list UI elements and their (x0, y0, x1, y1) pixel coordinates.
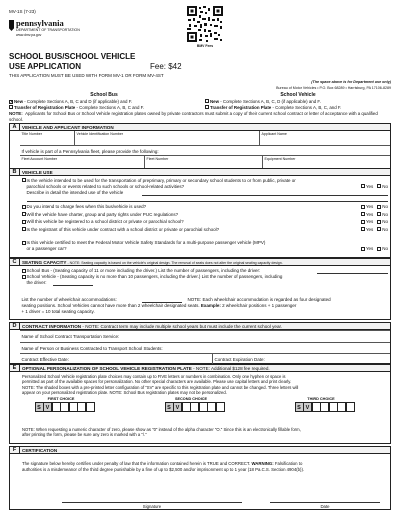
capacity-bus-checkbox[interactable] (22, 269, 26, 273)
expiration-date-field[interactable]: Contract Expiration Date: (214, 357, 265, 362)
section-a: A VEHICLE AND APPLICANT INFORMATION Title Number Vehicle Identification Number Applicant Name If vehicle is part of a Pennsylvania fleet, please provide the following: Fleet Account Number Fleet Number Equipment Number (9, 123, 391, 175)
section-d: D CONTRACT INFORMATION - NOTE: Contract term may include multiple school years but must include the current school year. Name of School Contract Transportation Service: Name of Person or Business Contracted to Transport School Students: Contract Effective Date: Contract Expiration Date: (9, 322, 391, 364)
charter-no-checkbox[interactable] (377, 212, 381, 216)
capacity-vehicle-checkbox[interactable] (22, 275, 26, 279)
bus-transfer-option[interactable]: Transfer of Registration Plate - Complete Sections A, B, C and F. (9, 105, 144, 110)
fleet-number-field[interactable]: Fleet Number (145, 156, 263, 170)
charter-yes-checkbox[interactable] (361, 212, 365, 216)
bus-transfer-checkbox[interactable] (9, 105, 13, 109)
fleet-account-field[interactable]: Fleet Account Number (20, 156, 145, 170)
vehicle-transfer-option[interactable]: Transfer of Registration Plate - Complete Sections A, B, C, and F. (205, 105, 341, 110)
applicant-name-field[interactable]: Applicant Name (261, 132, 287, 136)
question-fees: Do you intend to charge fees when this bus/vehicle is used? Yes No (22, 203, 391, 211)
form-id: MV-1S (7-23) (9, 9, 36, 14)
date-line[interactable] (270, 502, 380, 503)
must-use-notice: THIS APPLICATION MUST BE USED WITH FORM MV-1 OR FORM MV-4ST (9, 73, 164, 78)
section-c: C SEATING CAPACITY - NOTE: Seating capacity is based on the vehicle's original design. The removal of seats does not alter the original seating capacity design. School Bus - (Seating capacity of 11 or more including the driver.) List the number of passengers, including the driver: School Vehicle - (Seating capacity is no more than 10 passengers, including the driver.) List the number of passengers, including the driver: List the number of wheelchair accommodations: NOTE: Each wheelchair accommodation is regarded as four designated seating positions. School Vehicles cannot have more than 2 wheelchair designated seats. Example: 2 wheelchair positions + 1 passenger + 1 driver = 10 total seating capacity. (9, 258, 391, 320)
vin-field[interactable]: Vehicle Identification Number (75, 131, 260, 145)
qr-caption: BMV Fees (196, 44, 214, 48)
form-title-1: SCHOOL BUS/SCHOOL VEHICLE (9, 52, 136, 61)
form-title-2: USE APPLICATION (9, 62, 82, 71)
wheelchair-count[interactable] (142, 302, 182, 303)
title-number-field[interactable]: Title Number (20, 131, 75, 145)
vehicle-transfer-checkbox[interactable] (205, 105, 209, 109)
keystone-logo (9, 20, 14, 31)
department-use-note: (The space above is for Department use only) (311, 80, 391, 84)
qr-code (186, 5, 224, 43)
third-choice-label: THIRD CHOICE (307, 397, 335, 401)
section-f: F CERTIFICATION The signature below hereby certifies under penalty of law that the information contained herein is TRUE and CORRECT. WARNING: Falsification to authorities is a misdemeanor of the third degree punishable by a fine of up to $2,500 and/or imprisonment up to 1 year (18 Pa.C.S. Section 4904(b)). Signature Date (9, 446, 391, 510)
fmvss-yes-checkbox[interactable] (361, 247, 365, 251)
contract-yes-checkbox[interactable] (361, 227, 365, 231)
registered-no-checkbox[interactable] (377, 220, 381, 224)
contractor-note: NOTE: Applicants for School Bus or School Vehicle registration plates owned by private contractors must submit a copy of their current school contract or letter of acceptance with a qualified school. (9, 111, 378, 122)
school-name-field[interactable]: Name of School Contract Transportation Service: (20, 330, 390, 342)
third-choice-plate: S V (295, 402, 355, 412)
question-fmvss: Is this vehicle certified to meet the Federal Motor Vehicle Safety Standards for a multi-purpose passenger vehicle (MPV) (22, 240, 391, 246)
fee-amount: Fee: $42 (150, 62, 182, 71)
second-choice-label: SECOND CHOICE (174, 397, 208, 401)
bus-new-option[interactable]: ✕New - Complete Sections A, B, C and D (if applicable) and F. (10, 98, 133, 105)
question-school-transport: Is the vehicle intended to be used for the transportation of preprimary, primary or secondary school students to or from public, private or (22, 178, 391, 184)
second-choice-plate: S V (165, 402, 225, 412)
registered-yes-checkbox[interactable] (361, 220, 365, 224)
signature-line[interactable] (62, 502, 242, 503)
first-choice-plate: S V (35, 402, 95, 412)
fmvss-no-checkbox[interactable] (377, 247, 381, 251)
first-choice-label: FIRST CHOICE (47, 397, 75, 401)
school-bus-capacity: School Bus - (Seating capacity of 11 or more including the driver.) List the number of passengers, including the driver: (22, 268, 389, 274)
zero-note: NOTE: When requesting a numeric character of zero, please show as "0" instead of the alpha character "O." Since this is an electronically fillable form, (22, 427, 301, 432)
school-vehicle-capacity: School Vehicle - (Seating capacity is no more than 10 passengers, including the driver.) List the number of passengers, including (22, 274, 389, 280)
bus-passenger-count[interactable] (317, 273, 389, 274)
department-name: DEPARTMENT OF TRANSPORTATION (16, 28, 80, 32)
bus-new-checkbox[interactable]: ✕ (10, 100, 14, 105)
bureau-address: Bureau of Motor Vehicles • P.O. Box 68289 • Harrisburg, PA 17106-8289 (276, 85, 391, 90)
vehicle-new-option[interactable]: New - Complete Sections A, B, C, D (if applicable) and F. (205, 99, 321, 104)
section-e: E OPTIONAL PERSONALIZATION OF SCHOOL VEHICLE REGISTRATION PLATE - NOTE: Additional $128 fee required. Personalized School Vehicle registration plate choices may contain up to FIVE letters or numbers in combination. Only one hyphen or space is permitted as part of the available spaces for personalization. No other special characters are available. Please use capital letters and print clearly. NOTE: The shaded boxes with a pre-printed letter configuration of "SV" are specific to this registration plate and cannot be changed. Three letters will appear on your personalized registration plate. NOTE: School Bus registration plates may not be personalized. FIRST CHOICE SECOND CHOICE THIRD CHOICE S V S V S V NOTE: When requesting a numeric character of zero, please show as "0" instead of the alpha character "O." Since this is an electronically fillable form, after printing the form, please be sure any zero is marked with a "/." (9, 364, 391, 444)
signature-label: Signature (142, 504, 162, 509)
certification-text: The signature below hereby certifies under penalty of law that the information contained herein is TRUE and CORRECT. WARNING: Falsification to (22, 461, 303, 466)
school-bus-heading: School Bus (90, 92, 118, 98)
equipment-number-field[interactable]: Equipment Number (264, 157, 296, 161)
date-label: Date (320, 504, 330, 509)
question-charter: Will the vehicle have charter, group and party rights under PUC regulations? Yes No (22, 211, 391, 219)
contract-no-checkbox[interactable] (377, 227, 381, 231)
transport-yes-no: Yes No (357, 184, 388, 190)
transport-yes-checkbox[interactable] (361, 184, 365, 188)
transport-checkbox[interactable] (22, 178, 26, 182)
effective-date-field[interactable]: Contract Effective Date: (20, 354, 213, 365)
dmv-site: www.dmv.pa.gov (16, 32, 42, 37)
vehicle-passenger-count[interactable] (53, 285, 93, 286)
school-vehicle-heading: School Vehicle (280, 92, 316, 98)
fees-no-checkbox[interactable] (377, 205, 381, 209)
wheelchair-question: List the number of wheelchair accommodations: (21, 297, 117, 302)
contractor-name-field[interactable]: Name of Person or Business Contracted to Transport School Students: (20, 342, 390, 354)
intended-use-field-2[interactable] (27, 201, 389, 202)
intended-use-field[interactable] (142, 195, 389, 196)
vehicle-new-checkbox[interactable] (205, 99, 209, 103)
fleet-question: If vehicle is part of a Pennsylvania fleet, please provide the following: (21, 148, 159, 154)
agency-name: pennsylvania (16, 18, 64, 28)
transport-no-checkbox[interactable] (377, 184, 381, 188)
fees-yes-checkbox[interactable] (361, 205, 365, 209)
question-registered-school: Will this vehicle be registered to a school district or private or parochial school? Yes No (22, 218, 391, 226)
question-contract: Is the registrant of this vehicle under contract with a school district or private or parochial school? Yes No (22, 226, 391, 234)
section-b: B VEHICLE USE Is the vehicle intended to be used for the transportation of preprimary, primary or secondary school students to or from public, private or parochial schools or events related to such schools or school-related activities? Yes No Describe in detail the intended use of the vehicle Do you intend to charge fees when this bus/vehicle is used? Yes No Will the vehicle have charter, group and party rights under PUC regulations? Yes No Will this vehicle be registered to a school district or private or parochial school? Yes No Is the registrant of this vehicle under contract with a school district or private or parochial school? Yes No Is this vehicle certified to meet the Federal Motor Vehicle Safety Standards for a multi-purpose passenger vehicle (MPV) or a passenger car? Yes No (9, 168, 391, 258)
